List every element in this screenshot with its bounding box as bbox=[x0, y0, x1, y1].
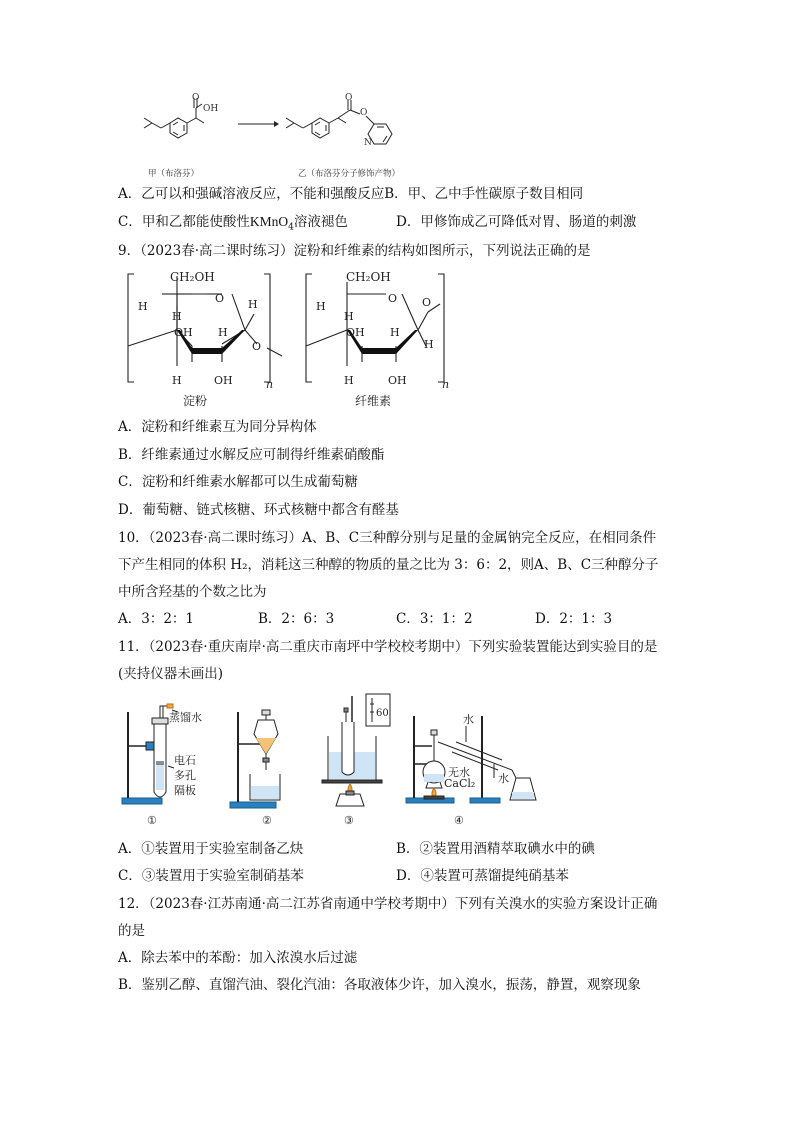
q10-option-d: D．2：1：3 bbox=[535, 611, 613, 627]
q11-option-a: A．①装置用于实验室制备乙炔 bbox=[118, 841, 304, 857]
q12-stem-1: 12．（2023春·江苏南通·高二江苏省南通中学校考期中）下列有关溴水的实验方案设计正确 bbox=[118, 896, 658, 912]
starch-h1: H bbox=[138, 300, 148, 313]
cellulose-h4: H bbox=[424, 338, 434, 351]
starch-oh1: OH bbox=[174, 326, 193, 339]
q9-option-b: B．纤维素通过水解反应可制得纤维素硝酸酯 bbox=[118, 447, 385, 463]
q8-option-c-pre: C．甲和乙都能使酸性 bbox=[118, 214, 250, 230]
app4-cacl2: CaCl₂ bbox=[444, 777, 476, 790]
app4-water-top: 水 bbox=[463, 713, 474, 726]
app4-number: ④ bbox=[454, 814, 464, 827]
q9-stem: 9．（2023春·高二课时练习）淀粉和纤维素的结构如图所示，下列说法正确的是 bbox=[118, 243, 591, 259]
starch-ch2oh: CH₂OH bbox=[170, 270, 215, 284]
cellulose-ring-o: O bbox=[388, 292, 398, 305]
cellulose-h3: H bbox=[390, 326, 400, 339]
q8-option-c-formula: KMnO bbox=[249, 214, 289, 229]
apparatus-2-separatory bbox=[228, 704, 288, 812]
q11-option-d: D．④装置可蒸馏提纯硝基苯 bbox=[396, 868, 569, 884]
app2-number: ② bbox=[262, 814, 272, 827]
caption-yi: 乙（布洛芬分子修饰产物） bbox=[298, 169, 401, 179]
q12-stem-2: 的是 bbox=[118, 923, 145, 939]
q8-option-c-post: 溶液褪色 bbox=[293, 214, 348, 230]
q10-option-c: C．3：1：2 bbox=[396, 611, 473, 627]
app3-thermo-label: 60 bbox=[376, 708, 389, 719]
q8-option-c bbox=[118, 213, 348, 237]
q10-option-b: B．2：6：3 bbox=[258, 611, 335, 627]
q11-stem-1: 11．（2023春·重庆南岸·高二重庆市南坪中学校校考期中）下列实验装置能达到实验目的是 bbox=[118, 639, 658, 655]
app1-label-water: 蒸馏水 bbox=[169, 711, 202, 724]
app1-label-carbide: 电石 bbox=[174, 754, 196, 767]
starch-oh2: OH bbox=[214, 374, 233, 387]
app3-number: ③ bbox=[344, 814, 354, 827]
q10-stem-3: 中所含羟基的个数之比为 bbox=[118, 584, 267, 600]
caption-jia: 甲（布洛芬） bbox=[148, 169, 200, 179]
app1-label-porous: 多孔 bbox=[174, 769, 196, 782]
cellulose-h5: H bbox=[344, 374, 354, 387]
cellulose-ch2oh: CH₂OH bbox=[346, 270, 391, 284]
ester-o-label: O bbox=[345, 93, 353, 103]
q11-option-c: C．③装置用于实验室制硝基苯 bbox=[118, 868, 304, 884]
pyridine-n-label: N bbox=[364, 138, 372, 148]
q8-option-d: D．甲修饰成乙可降低对胃、肠道的刺激 bbox=[396, 214, 637, 230]
reaction-arrow bbox=[236, 119, 280, 129]
app1-number: ① bbox=[147, 814, 157, 827]
q12-option-b: B．鉴别乙醇、直馏汽油、裂化汽油：各取液体少许，加入溴水，振荡，静置，观察现象 bbox=[118, 977, 641, 993]
o-label: O bbox=[192, 93, 200, 103]
q9-option-d: D．葡萄糖、链式核糖、环式核糖中都含有醛基 bbox=[118, 502, 399, 518]
app4-water-bottom: 水 bbox=[498, 772, 509, 785]
cellulose-oh2: OH bbox=[388, 374, 407, 387]
q11-option-b: B．②装置用酒精萃取碘水中的碘 bbox=[396, 841, 595, 857]
q10-option-a: A．3：2：1 bbox=[118, 611, 195, 627]
cellulose-label: 纤维素 bbox=[355, 394, 392, 408]
cellulose-n: n bbox=[442, 378, 450, 391]
app1-label-plate: 隔板 bbox=[174, 784, 196, 797]
oh-label: OH bbox=[203, 104, 219, 114]
q8-option-c-sub: 4 bbox=[288, 222, 294, 233]
starch-structure bbox=[122, 266, 292, 390]
starch-h5: H bbox=[172, 374, 182, 387]
starch-o-link: O bbox=[252, 340, 262, 353]
starch-h4: H bbox=[218, 326, 228, 339]
starch-h3: H bbox=[172, 310, 182, 323]
ester-o-label-2: O bbox=[360, 108, 368, 118]
q8-option-ab: A．乙可以和强碱溶液反应，不能和强酸反应B．甲、乙中手性碳原子数目相同 bbox=[118, 186, 584, 202]
cellulose-o-link: O bbox=[422, 296, 432, 309]
q11-stem-2: (夹持仪器未画出) bbox=[118, 666, 224, 682]
q12-option-a: A．除去苯中的苯酚：加入浓溴水后过滤 bbox=[118, 950, 358, 966]
cellulose-oh1: OH bbox=[346, 326, 365, 339]
starch-n: n bbox=[266, 378, 274, 391]
q9-option-c: C．淀粉和纤维素水解都可以生成葡萄糖 bbox=[118, 474, 358, 490]
cellulose-h1: H bbox=[316, 300, 326, 313]
cellulose-h2: H bbox=[344, 310, 354, 323]
starch-label: 淀粉 bbox=[183, 394, 208, 408]
starch-h2: H bbox=[248, 298, 258, 311]
q10-stem-2: 下产生相同的体积 H₂，消耗这三种醇的物质的量之比为 3：6：2，则A、B、C三种醇分子 bbox=[118, 557, 659, 573]
q10-stem-1: 10．（2023春·高二课时练习）A、B、C三种醇分别与足量的金属钠完全反应，在相同条件 bbox=[118, 530, 657, 546]
q9-option-a: A．淀粉和纤维素互为同分异构体 bbox=[118, 419, 317, 435]
cellulose-structure bbox=[300, 266, 470, 390]
starch-ring-o: O bbox=[215, 292, 225, 305]
app4-anhydrous: 无水 bbox=[448, 766, 470, 779]
apparatus-4-distillation bbox=[402, 712, 552, 812]
modified-ibuprofen-structure bbox=[282, 92, 432, 160]
